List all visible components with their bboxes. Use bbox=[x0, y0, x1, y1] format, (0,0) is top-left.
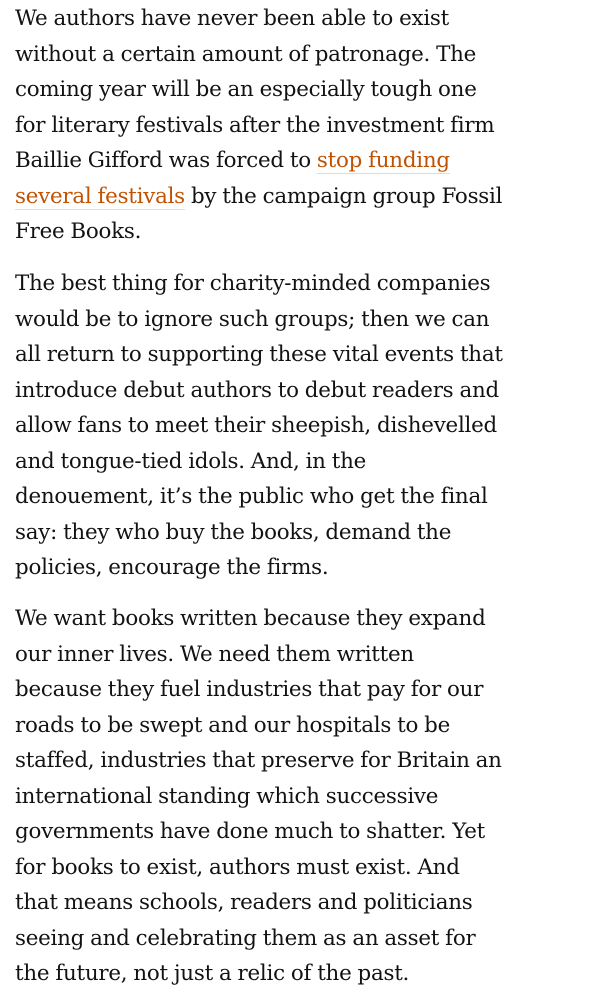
text-line: We want books written because they expand bbox=[15, 606, 486, 631]
text-line-with-link bbox=[15, 179, 598, 215]
text-line: for books to exist, authors must exist. And bbox=[15, 854, 460, 880]
text-segment: by the campaign group Fossil bbox=[190, 183, 503, 209]
text-line: introduce debut authors to debut readers and bbox=[15, 377, 499, 403]
text-line: roads to be swept and our hospitals to be bbox=[15, 712, 450, 738]
text-line: coming year will be an especially tough one bbox=[15, 77, 477, 102]
text-line: denouement, it’s the public who get the final bbox=[15, 484, 488, 509]
text-line: say: they who buy the books, demand the bbox=[15, 519, 452, 545]
text-line: staffed, industries that preserve for Britain an bbox=[15, 748, 502, 773]
text-line: our inner lives. We need them written bbox=[15, 641, 414, 667]
text-line: would be to ignore such groups; then we can bbox=[15, 306, 490, 332]
text-line: and tongue-tied idols. And, in the bbox=[15, 448, 367, 474]
text-line: allow fans to meet their sheepish, dishevelled bbox=[15, 413, 497, 438]
article-paragraph-2 bbox=[15, 266, 598, 586]
text-line: without a certain amount of patronage. The bbox=[15, 41, 477, 67]
text-line: all return to supporting these vital events that bbox=[15, 342, 503, 367]
text-line: governments have done much to shatter. Yet bbox=[15, 819, 486, 844]
text-line: for literary festivals after the investment firm bbox=[15, 112, 495, 138]
text-line: policies, encourage the firms. bbox=[15, 555, 329, 580]
text-line: We authors have never been able to exist bbox=[15, 6, 450, 31]
text-line: that means schools, readers and politicians bbox=[15, 890, 473, 915]
text-line: Free Books. bbox=[15, 219, 142, 244]
article-paragraph-3 bbox=[15, 601, 598, 992]
text-line: international standing which successive bbox=[15, 783, 439, 809]
text-line: because they fuel industries that pay for our bbox=[15, 677, 484, 702]
text-segment: Baillie Gifford was forced to bbox=[15, 148, 317, 173]
text-line: The best thing for charity-minded companies bbox=[15, 271, 491, 296]
article-paragraph-1 bbox=[15, 1, 598, 250]
text-line: the future, not just a relic of the past. bbox=[15, 961, 410, 986]
several-festivals-link[interactable]: several festivals bbox=[15, 183, 185, 209]
text-line: seeing and celebrating them as an asset for bbox=[15, 925, 476, 951]
text-line-with-link bbox=[15, 143, 598, 179]
stop-funding-link[interactable]: stop funding bbox=[316, 148, 450, 173]
